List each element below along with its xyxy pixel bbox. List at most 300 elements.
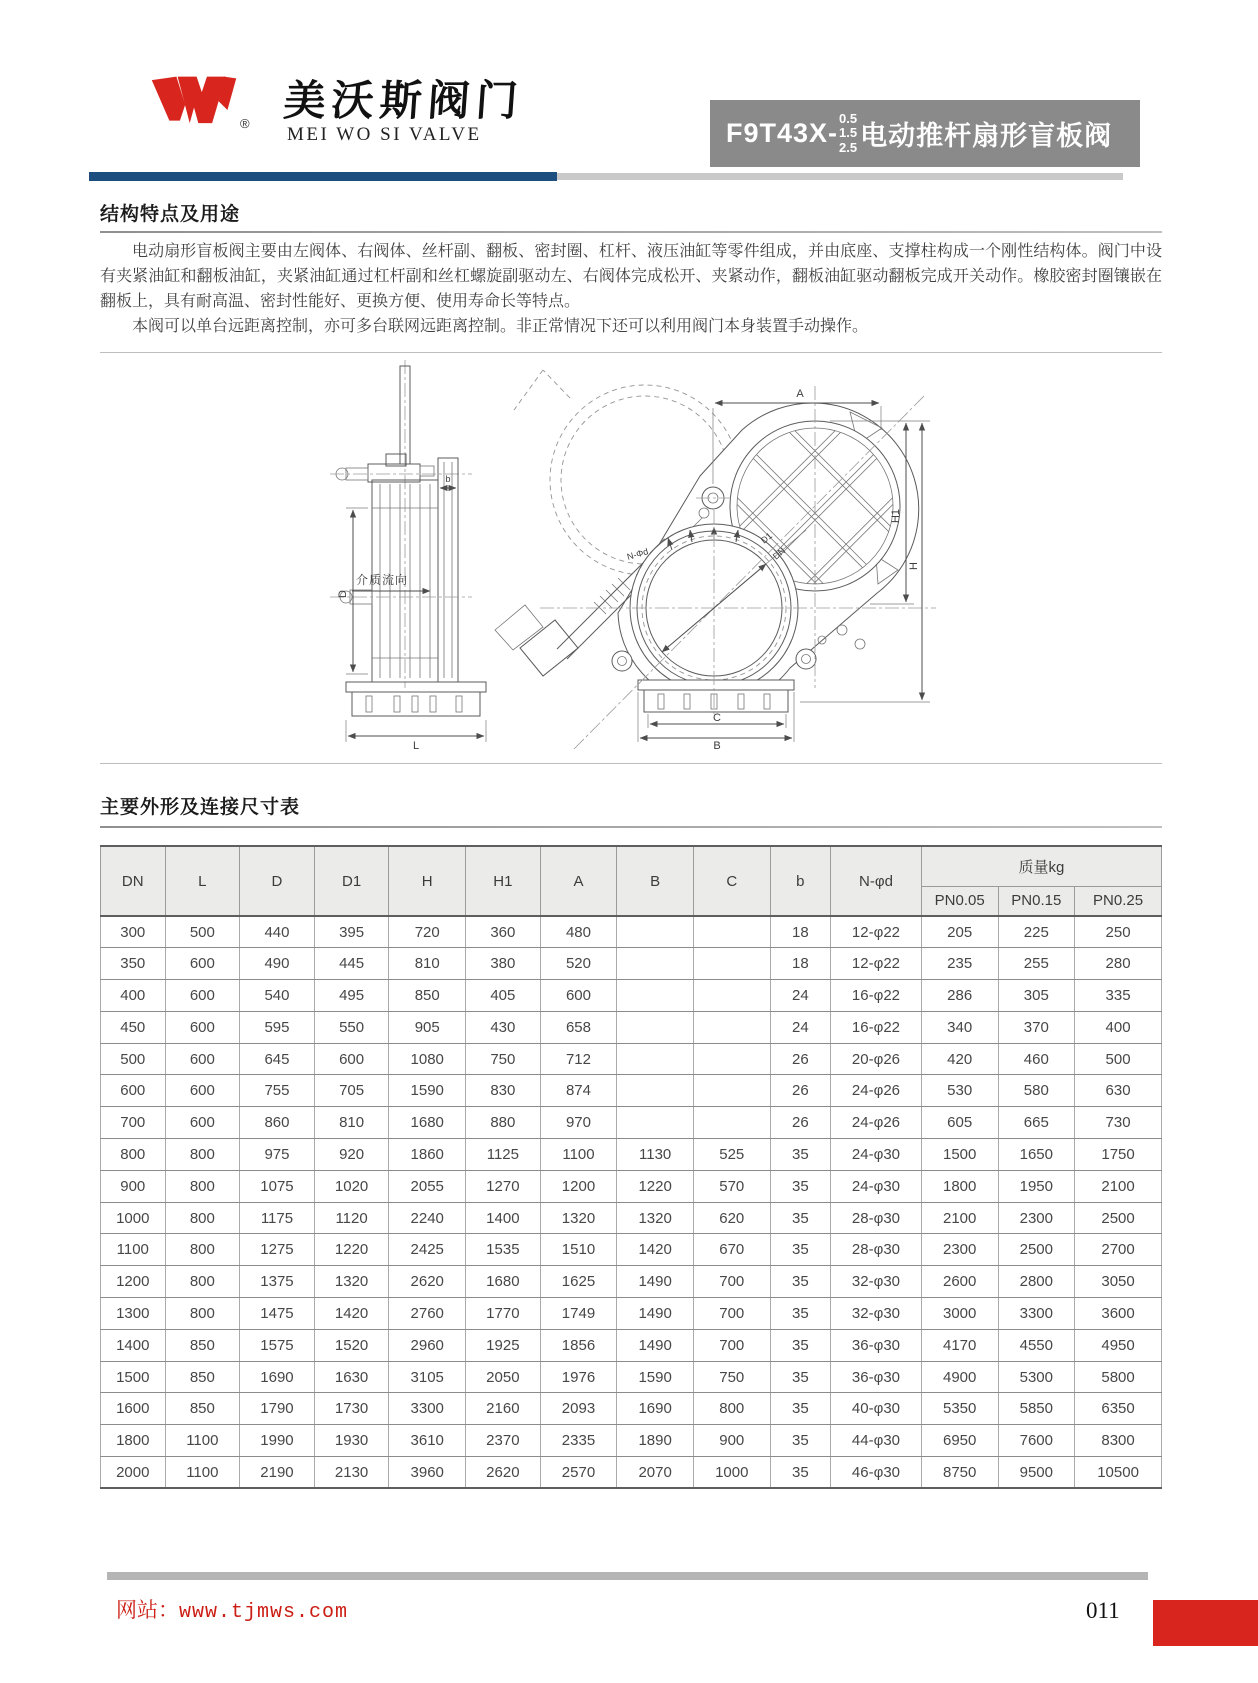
table-cell: 1320 bbox=[617, 1202, 694, 1234]
table-cell: 800 bbox=[165, 1266, 240, 1298]
table-cell: 26 bbox=[770, 1043, 831, 1075]
table-cell: 730 bbox=[1075, 1107, 1162, 1139]
table-cell: 18 bbox=[770, 916, 831, 948]
table-cell: 1749 bbox=[540, 1298, 617, 1330]
table-cell: 35 bbox=[770, 1329, 831, 1361]
dimension-table-wrap bbox=[100, 845, 1162, 1489]
table-cell: 500 bbox=[165, 916, 240, 948]
table-cell: 600 bbox=[101, 1075, 166, 1107]
table-cell: 1490 bbox=[617, 1298, 694, 1330]
table-cell: 975 bbox=[240, 1139, 315, 1171]
table-cell: 1690 bbox=[617, 1393, 694, 1425]
dim-label-d: D bbox=[337, 590, 349, 598]
table-row bbox=[101, 1043, 1162, 1075]
brand-name-cn: 美沃斯阀门 bbox=[282, 77, 526, 124]
drawing-front-view bbox=[495, 370, 937, 750]
table-cell: 600 bbox=[165, 1043, 240, 1075]
table-cell: 1375 bbox=[240, 1266, 315, 1298]
table-cell: 24 bbox=[770, 980, 831, 1012]
table-cell: 580 bbox=[998, 1075, 1075, 1107]
col-header-pn: PN0.15 bbox=[998, 886, 1075, 916]
table-cell: 850 bbox=[165, 1361, 240, 1393]
table-cell: 600 bbox=[165, 1107, 240, 1139]
table-cell: 800 bbox=[165, 1202, 240, 1234]
table-cell: 495 bbox=[314, 980, 389, 1012]
table-cell: 36-φ30 bbox=[831, 1361, 922, 1393]
table-cell: 700 bbox=[693, 1329, 770, 1361]
table-cell: 2960 bbox=[389, 1329, 466, 1361]
dim-label-l: L bbox=[412, 740, 420, 750]
table-cell: 1000 bbox=[101, 1202, 166, 1234]
table-cell: 800 bbox=[101, 1139, 166, 1171]
table-cell: 280 bbox=[1075, 948, 1162, 980]
table-cell: 1510 bbox=[540, 1234, 617, 1266]
table-cell: 2425 bbox=[389, 1234, 466, 1266]
flow-direction-label: 介质流向 bbox=[356, 573, 409, 587]
table-row bbox=[101, 1393, 1162, 1425]
table-cell: 18 bbox=[770, 948, 831, 980]
table-cell: 1500 bbox=[921, 1139, 998, 1171]
page-number: 011 bbox=[1086, 1598, 1120, 1623]
header-rule-gray bbox=[557, 173, 1123, 180]
table-cell: 2093 bbox=[540, 1393, 617, 1425]
dim-label-n-phi-d: N-Φd bbox=[625, 546, 650, 562]
table-cell: 1535 bbox=[466, 1234, 541, 1266]
table-row bbox=[101, 1298, 1162, 1330]
table-cell: 1630 bbox=[314, 1361, 389, 1393]
table-cell: 860 bbox=[240, 1107, 315, 1139]
table-cell: 405 bbox=[466, 980, 541, 1012]
table-cell: 1300 bbox=[101, 1298, 166, 1330]
table-cell: 1320 bbox=[540, 1202, 617, 1234]
table-cell: 2160 bbox=[466, 1393, 541, 1425]
section-title-features: 结构特点及用途 bbox=[100, 204, 241, 225]
table-cell: 1200 bbox=[540, 1170, 617, 1202]
table-row bbox=[101, 948, 1162, 980]
table-cell: 2130 bbox=[314, 1457, 389, 1489]
table-body bbox=[101, 916, 1162, 1488]
table-cell: 450 bbox=[101, 1011, 166, 1043]
table-cell: 1650 bbox=[998, 1139, 1075, 1171]
table-cell bbox=[617, 948, 694, 980]
table-row bbox=[101, 1107, 1162, 1139]
table-cell: 6350 bbox=[1075, 1393, 1162, 1425]
table-cell: 530 bbox=[921, 1075, 998, 1107]
technical-drawing bbox=[100, 358, 1162, 750]
table-cell: 600 bbox=[165, 1075, 240, 1107]
table-cell: 35 bbox=[770, 1393, 831, 1425]
table-cell: 600 bbox=[540, 980, 617, 1012]
table-cell: 305 bbox=[998, 980, 1075, 1012]
table-cell: 1220 bbox=[314, 1234, 389, 1266]
dim-label-b: B bbox=[713, 740, 721, 750]
table-cell: 670 bbox=[693, 1234, 770, 1266]
table-cell: 35 bbox=[770, 1234, 831, 1266]
drawing-side-view bbox=[330, 360, 486, 750]
model-prefix: F9T43X- bbox=[726, 118, 839, 148]
table-cell: 2300 bbox=[998, 1202, 1075, 1234]
col-header: H1 bbox=[466, 846, 541, 916]
table-cell: 420 bbox=[921, 1043, 998, 1075]
table-cell: 2500 bbox=[1075, 1202, 1162, 1234]
table-cell: 500 bbox=[1075, 1043, 1162, 1075]
table-cell: 1690 bbox=[240, 1361, 315, 1393]
table-cell: 370 bbox=[998, 1011, 1075, 1043]
table-cell: 645 bbox=[240, 1043, 315, 1075]
table-cell: 2370 bbox=[466, 1425, 541, 1457]
table-cell: 400 bbox=[101, 980, 166, 1012]
table-cell: 4950 bbox=[1075, 1329, 1162, 1361]
brand-logo-icon bbox=[150, 72, 238, 134]
table-cell: 1490 bbox=[617, 1329, 694, 1361]
table-cell: 225 bbox=[998, 916, 1075, 948]
table-cell: 750 bbox=[466, 1043, 541, 1075]
table-cell: 1730 bbox=[314, 1393, 389, 1425]
table-cell: 1400 bbox=[466, 1202, 541, 1234]
table-cell bbox=[693, 948, 770, 980]
table-row bbox=[101, 1202, 1162, 1234]
table-cell: 712 bbox=[540, 1043, 617, 1075]
table-cell: 800 bbox=[165, 1298, 240, 1330]
table-cell: 900 bbox=[693, 1425, 770, 1457]
table-cell: 12-φ22 bbox=[831, 916, 922, 948]
table-cell: 755 bbox=[240, 1075, 315, 1107]
table-header-row bbox=[101, 846, 1162, 886]
dim-label-dn: DN bbox=[770, 545, 788, 562]
table-cell: 32-φ30 bbox=[831, 1298, 922, 1330]
table-cell: 550 bbox=[314, 1011, 389, 1043]
table-cell: 480 bbox=[540, 916, 617, 948]
table-cell: 8300 bbox=[1075, 1425, 1162, 1457]
table-cell: 395 bbox=[314, 916, 389, 948]
table-cell: 1075 bbox=[240, 1170, 315, 1202]
table-cell: 1575 bbox=[240, 1329, 315, 1361]
table-cell bbox=[693, 980, 770, 1012]
table-row bbox=[101, 1329, 1162, 1361]
table-cell bbox=[693, 1075, 770, 1107]
section-rule bbox=[100, 231, 1162, 233]
table-cell: 540 bbox=[240, 980, 315, 1012]
table-cell: 800 bbox=[165, 1170, 240, 1202]
col-header: D bbox=[240, 846, 315, 916]
table-cell: 35 bbox=[770, 1298, 831, 1330]
table-cell: 850 bbox=[389, 980, 466, 1012]
col-header: N-φd bbox=[831, 846, 922, 916]
table-cell bbox=[693, 916, 770, 948]
table-cell: 35 bbox=[770, 1139, 831, 1171]
table-row bbox=[101, 1266, 1162, 1298]
table-cell: 1790 bbox=[240, 1393, 315, 1425]
table-cell: 335 bbox=[1075, 980, 1162, 1012]
table-cell: 3000 bbox=[921, 1298, 998, 1330]
table-cell bbox=[617, 916, 694, 948]
table-cell: 32-φ30 bbox=[831, 1266, 922, 1298]
table-cell: 525 bbox=[693, 1139, 770, 1171]
table-cell: 1100 bbox=[165, 1457, 240, 1489]
table-cell: 800 bbox=[165, 1139, 240, 1171]
col-header-weight-group: 质量kg bbox=[921, 846, 1161, 886]
table-cell: 3610 bbox=[389, 1425, 466, 1457]
table-cell: 1950 bbox=[998, 1170, 1075, 1202]
pressure-rating: 1.5 bbox=[839, 125, 858, 141]
col-header: L bbox=[165, 846, 240, 916]
table-cell: 46-φ30 bbox=[831, 1457, 922, 1489]
table-cell: 2500 bbox=[998, 1234, 1075, 1266]
table-cell: 2100 bbox=[921, 1202, 998, 1234]
table-cell: 1100 bbox=[165, 1425, 240, 1457]
table-cell: 850 bbox=[165, 1329, 240, 1361]
table-cell: 658 bbox=[540, 1011, 617, 1043]
table-cell: 1490 bbox=[617, 1266, 694, 1298]
footer-website bbox=[116, 1594, 348, 1624]
table-cell: 600 bbox=[165, 980, 240, 1012]
section-title-dimensions: 主要外形及连接尺寸表 bbox=[100, 797, 301, 818]
table-cell: 1270 bbox=[466, 1170, 541, 1202]
table-cell: 3600 bbox=[1075, 1298, 1162, 1330]
col-header-pn: PN0.25 bbox=[1075, 886, 1162, 916]
table-cell: 665 bbox=[998, 1107, 1075, 1139]
table-cell: 1800 bbox=[101, 1425, 166, 1457]
table-cell: 440 bbox=[240, 916, 315, 948]
table-cell: 620 bbox=[693, 1202, 770, 1234]
table-cell: 1600 bbox=[101, 1393, 166, 1425]
table-cell: 1020 bbox=[314, 1170, 389, 1202]
dim-label-d1: D1 bbox=[758, 530, 775, 546]
table-cell: 2070 bbox=[617, 1457, 694, 1489]
table-cell: 600 bbox=[165, 1011, 240, 1043]
col-header: A bbox=[540, 846, 617, 916]
table-cell: 24-φ26 bbox=[831, 1107, 922, 1139]
table-cell: 1990 bbox=[240, 1425, 315, 1457]
table-cell: 44-φ30 bbox=[831, 1425, 922, 1457]
dim-label-c: C bbox=[713, 712, 721, 724]
section-rule bbox=[100, 826, 1162, 828]
table-cell bbox=[693, 1107, 770, 1139]
table-cell bbox=[617, 1011, 694, 1043]
table-cell: 810 bbox=[389, 948, 466, 980]
header-rule-navy bbox=[89, 172, 557, 181]
table-cell: 570 bbox=[693, 1170, 770, 1202]
table-cell: 500 bbox=[101, 1043, 166, 1075]
col-header: H bbox=[389, 846, 466, 916]
table-cell: 2190 bbox=[240, 1457, 315, 1489]
paragraph: 电动扇形盲板阀主要由左阀体、右阀体、丝杆副、翻板、密封圈、杠杆、液压油缸等零件组成，并由底座、支撑柱构成一个刚性结构体。阀门中设有夹紧油缸和翻板油缸，夹紧油缸通过杠杆副和丝杠螺旋副驱动左、右阀体完成松开、夹紧动作，翻板油缸驱动翻板完成开关动作。橡胶密封圈镶嵌在翻板上，具有耐高温、密封性能好、更换方便、使用寿命长等特点。 bbox=[100, 243, 1162, 310]
divider-line bbox=[100, 763, 1162, 764]
table-cell: 26 bbox=[770, 1107, 831, 1139]
footer-red-tab bbox=[1153, 1600, 1258, 1646]
paragraph: 本阀可以单台远距离控制，亦可多台联网远距离控制。非正常情况下还可以利用阀门本身装置手动操作。 bbox=[132, 317, 869, 335]
registered-mark: ® bbox=[240, 116, 250, 131]
table-cell: 720 bbox=[389, 916, 466, 948]
table-cell: 700 bbox=[101, 1107, 166, 1139]
table-row bbox=[101, 1011, 1162, 1043]
table-cell: 360 bbox=[466, 916, 541, 948]
table-cell: 10500 bbox=[1075, 1457, 1162, 1489]
table-cell: 1100 bbox=[101, 1234, 166, 1266]
table-cell: 2240 bbox=[389, 1202, 466, 1234]
table-cell: 460 bbox=[998, 1043, 1075, 1075]
table-cell: 2050 bbox=[466, 1361, 541, 1393]
table-cell: 380 bbox=[466, 948, 541, 980]
table-row bbox=[101, 1139, 1162, 1171]
table-row bbox=[101, 1361, 1162, 1393]
table-cell: 700 bbox=[693, 1266, 770, 1298]
table-cell bbox=[617, 980, 694, 1012]
table-cell: 1770 bbox=[466, 1298, 541, 1330]
table-cell: 600 bbox=[314, 1043, 389, 1075]
col-header-pn: PN0.05 bbox=[921, 886, 998, 916]
divider-line bbox=[100, 352, 1162, 353]
product-title-banner bbox=[710, 100, 1140, 167]
table-cell: 2600 bbox=[921, 1266, 998, 1298]
table-row bbox=[101, 1457, 1162, 1489]
table-cell: 4170 bbox=[921, 1329, 998, 1361]
table-cell: 1000 bbox=[693, 1457, 770, 1489]
table-row bbox=[101, 1234, 1162, 1266]
table-cell: 4550 bbox=[998, 1329, 1075, 1361]
table-cell: 5850 bbox=[998, 1393, 1075, 1425]
table-cell: 1100 bbox=[540, 1139, 617, 1171]
table-cell bbox=[617, 1043, 694, 1075]
table-cell: 235 bbox=[921, 948, 998, 980]
table-cell: 286 bbox=[921, 980, 998, 1012]
table-cell: 255 bbox=[998, 948, 1075, 980]
table-cell: 35 bbox=[770, 1170, 831, 1202]
table-cell: 800 bbox=[165, 1234, 240, 1266]
table-row bbox=[101, 916, 1162, 948]
dim-label-a: A bbox=[796, 388, 804, 400]
table-cell: 250 bbox=[1075, 916, 1162, 948]
table-cell: 445 bbox=[314, 948, 389, 980]
table-cell: 400 bbox=[1075, 1011, 1162, 1043]
col-header: D1 bbox=[314, 846, 389, 916]
table-cell: 205 bbox=[921, 916, 998, 948]
table-cell: 1930 bbox=[314, 1425, 389, 1457]
table-cell: 1520 bbox=[314, 1329, 389, 1361]
table-cell: 340 bbox=[921, 1011, 998, 1043]
pressure-rating: 0.5 bbox=[839, 111, 858, 127]
table-cell: 705 bbox=[314, 1075, 389, 1107]
table-cell: 1625 bbox=[540, 1266, 617, 1298]
table-cell: 2100 bbox=[1075, 1170, 1162, 1202]
table-cell: 3050 bbox=[1075, 1266, 1162, 1298]
table-cell: 40-φ30 bbox=[831, 1393, 922, 1425]
table-cell: 874 bbox=[540, 1075, 617, 1107]
website-label: 网站： bbox=[116, 1599, 179, 1622]
table-cell: 300 bbox=[101, 916, 166, 948]
table-cell: 7600 bbox=[998, 1425, 1075, 1457]
table-cell: 850 bbox=[165, 1393, 240, 1425]
table-cell: 630 bbox=[1075, 1075, 1162, 1107]
table-cell: 2335 bbox=[540, 1425, 617, 1457]
table-cell: 9500 bbox=[998, 1457, 1075, 1489]
table-row bbox=[101, 1170, 1162, 1202]
col-header: DN bbox=[101, 846, 166, 916]
table-cell: 35 bbox=[770, 1425, 831, 1457]
table-cell: 3960 bbox=[389, 1457, 466, 1489]
website-url: www.tjmws.com bbox=[179, 1601, 349, 1624]
table-cell: 1320 bbox=[314, 1266, 389, 1298]
table-cell: 5350 bbox=[921, 1393, 998, 1425]
table-cell: 900 bbox=[101, 1170, 166, 1202]
table-cell: 1750 bbox=[1075, 1139, 1162, 1171]
table-cell: 1420 bbox=[314, 1298, 389, 1330]
table-cell: 1590 bbox=[389, 1075, 466, 1107]
table-cell: 24-φ30 bbox=[831, 1139, 922, 1171]
table-cell: 24-φ30 bbox=[831, 1170, 922, 1202]
table-cell: 2760 bbox=[389, 1298, 466, 1330]
pressure-ratings bbox=[839, 112, 857, 154]
table-cell: 3300 bbox=[389, 1393, 466, 1425]
table-cell bbox=[693, 1043, 770, 1075]
table-cell: 5800 bbox=[1075, 1361, 1162, 1393]
table-cell: 6950 bbox=[921, 1425, 998, 1457]
table-cell: 2300 bbox=[921, 1234, 998, 1266]
table-cell: 20-φ26 bbox=[831, 1043, 922, 1075]
table-cell: 5300 bbox=[998, 1361, 1075, 1393]
table-cell bbox=[617, 1075, 694, 1107]
table-cell: 28-φ30 bbox=[831, 1234, 922, 1266]
col-header: B bbox=[617, 846, 694, 916]
table-cell: 8750 bbox=[921, 1457, 998, 1489]
table-cell: 1120 bbox=[314, 1202, 389, 1234]
col-header: C bbox=[693, 846, 770, 916]
feature-paragraphs bbox=[100, 240, 1162, 340]
table-cell: 1680 bbox=[389, 1107, 466, 1139]
table-cell: 35 bbox=[770, 1457, 831, 1489]
table-cell: 3300 bbox=[998, 1298, 1075, 1330]
table-cell: 595 bbox=[240, 1011, 315, 1043]
table-cell: 1125 bbox=[466, 1139, 541, 1171]
table-cell: 28-φ30 bbox=[831, 1202, 922, 1234]
table-cell: 35 bbox=[770, 1202, 831, 1234]
model-name: 电动推杆扇形盲板阀 bbox=[860, 121, 1113, 151]
table-cell: 1175 bbox=[240, 1202, 315, 1234]
table-cell: 1220 bbox=[617, 1170, 694, 1202]
table-cell: 350 bbox=[101, 948, 166, 980]
table-cell: 1860 bbox=[389, 1139, 466, 1171]
table-cell: 16-φ22 bbox=[831, 1011, 922, 1043]
pressure-rating: 2.5 bbox=[839, 139, 858, 155]
table-row bbox=[101, 1425, 1162, 1457]
table-cell: 1590 bbox=[617, 1361, 694, 1393]
table-cell: 16-φ22 bbox=[831, 980, 922, 1012]
footer-bar bbox=[107, 1572, 1148, 1580]
table-row bbox=[101, 980, 1162, 1012]
table-cell bbox=[617, 1107, 694, 1139]
brand-name-en: MEI WO SI VALVE bbox=[287, 124, 482, 145]
dimension-table bbox=[100, 845, 1162, 1489]
table-cell: 1890 bbox=[617, 1425, 694, 1457]
table-cell: 810 bbox=[314, 1107, 389, 1139]
table-cell: 600 bbox=[165, 948, 240, 980]
table-cell: 1856 bbox=[540, 1329, 617, 1361]
table-cell: 750 bbox=[693, 1361, 770, 1393]
dim-label-h: H bbox=[908, 562, 920, 570]
table-cell: 430 bbox=[466, 1011, 541, 1043]
table-cell: 2000 bbox=[101, 1457, 166, 1489]
table-cell: 1130 bbox=[617, 1139, 694, 1171]
table-cell: 970 bbox=[540, 1107, 617, 1139]
table-cell: 1800 bbox=[921, 1170, 998, 1202]
table-cell: 700 bbox=[693, 1298, 770, 1330]
table-cell: 2800 bbox=[998, 1266, 1075, 1298]
table-cell: 905 bbox=[389, 1011, 466, 1043]
table-cell: 520 bbox=[540, 948, 617, 980]
table-cell: 1500 bbox=[101, 1361, 166, 1393]
table-cell: 1080 bbox=[389, 1043, 466, 1075]
table-cell: 24 bbox=[770, 1011, 831, 1043]
